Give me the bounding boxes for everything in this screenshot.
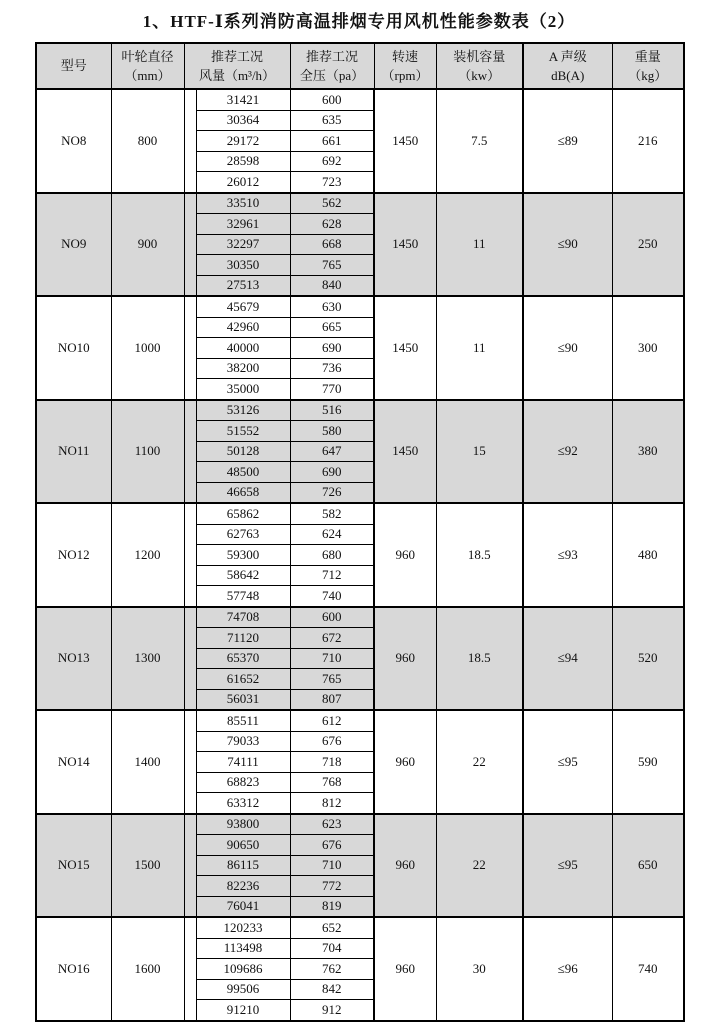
col-header-model [36, 43, 111, 89]
header-unit: 全压（pa） [299, 68, 365, 83]
page-title: 1、HTF-Ⅰ系列消防高温排烟专用风机性能参数表（2） [142, 12, 576, 31]
noise-cell: ≤90 [523, 193, 612, 297]
power-cell: 22 [436, 814, 523, 918]
pressure-cell: 912 [290, 1000, 374, 1021]
rpm-cell: 1450 [374, 296, 436, 400]
flow-cell: 30350 [196, 255, 290, 276]
rpm-cell: 1450 [374, 89, 436, 193]
col-header-diameter [111, 43, 184, 89]
table-row [36, 503, 684, 524]
flow-cell: 27513 [196, 275, 290, 296]
power-cell: 7.5 [436, 89, 523, 193]
pressure-cell: 765 [290, 669, 374, 690]
pressure-cell: 665 [290, 317, 374, 338]
flow-cell: 58642 [196, 565, 290, 586]
flow-cell: 74708 [196, 607, 290, 628]
pressure-cell: 635 [290, 110, 374, 131]
diameter-cell: 1200 [111, 503, 184, 607]
table-row [36, 814, 684, 835]
flow-cell: 68823 [196, 772, 290, 793]
pressure-cell: 812 [290, 793, 374, 814]
flow-cell: 30364 [196, 110, 290, 131]
flow-cell: 65862 [196, 503, 290, 524]
noise-cell: ≤95 [523, 814, 612, 918]
pressure-cell: 516 [290, 400, 374, 421]
weight-cell: 380 [612, 400, 684, 504]
pressure-cell: 690 [290, 338, 374, 359]
pressure-cell: 630 [290, 296, 374, 317]
pressure-cell: 710 [290, 855, 374, 876]
pressure-cell: 668 [290, 234, 374, 255]
col-header-rpm [374, 43, 436, 89]
noise-cell: ≤96 [523, 917, 612, 1021]
rpm-cell: 960 [374, 503, 436, 607]
flow-inset-spacer [184, 193, 196, 297]
rpm-cell: 960 [374, 710, 436, 814]
col-header-weight [612, 43, 684, 89]
header-unit: （rpm） [381, 68, 429, 83]
header-unit: （kw） [458, 68, 501, 83]
diameter-cell: 1400 [111, 710, 184, 814]
header-label: 推荐工况 [210, 48, 263, 64]
flow-cell: 51552 [196, 421, 290, 442]
table-row [36, 296, 684, 317]
header-row [36, 43, 684, 89]
flow-inset-spacer [184, 710, 196, 814]
col-header-flow [184, 43, 290, 89]
model-cell: NO8 [36, 89, 111, 193]
weight-cell: 650 [612, 814, 684, 918]
pressure-cell: 600 [290, 607, 374, 628]
weight-cell: 740 [612, 917, 684, 1021]
pressure-cell: 661 [290, 131, 374, 152]
flow-cell: 48500 [196, 462, 290, 483]
flow-cell: 79033 [196, 731, 290, 752]
flow-cell: 82236 [196, 876, 290, 897]
noise-cell: ≤93 [523, 503, 612, 607]
header-label: A 声级 [548, 48, 587, 64]
flow-cell: 91210 [196, 1000, 290, 1021]
flow-cell: 76041 [196, 896, 290, 917]
weight-cell: 480 [612, 503, 684, 607]
header-label: 推荐工况 [305, 48, 358, 64]
header-unit: （kg） [628, 68, 668, 83]
rpm-cell: 1450 [374, 400, 436, 504]
pressure-cell: 562 [290, 193, 374, 214]
flow-cell: 53126 [196, 400, 290, 421]
flow-cell: 113498 [196, 938, 290, 959]
power-cell: 15 [436, 400, 523, 504]
flow-cell: 45679 [196, 296, 290, 317]
fan-performance-table [35, 42, 685, 1022]
model-cell: NO15 [36, 814, 111, 918]
rpm-cell: 960 [374, 607, 436, 711]
pressure-cell: 736 [290, 358, 374, 379]
col-header-pressure [290, 43, 374, 89]
flow-cell: 40000 [196, 338, 290, 359]
pressure-cell: 628 [290, 214, 374, 235]
pressure-cell: 692 [290, 151, 374, 172]
pressure-cell: 840 [290, 275, 374, 296]
model-cell: NO11 [36, 400, 111, 504]
flow-cell: 86115 [196, 855, 290, 876]
header-label: 重量 [634, 48, 661, 64]
flow-cell: 32297 [196, 234, 290, 255]
flow-cell: 71120 [196, 628, 290, 649]
model-cell: NO10 [36, 296, 111, 400]
header-unit: 风量（m³/h） [198, 68, 276, 83]
header-unit: dB(A) [551, 68, 585, 83]
pressure-cell: 680 [290, 545, 374, 566]
pressure-cell: 723 [290, 172, 374, 193]
flow-cell: 62763 [196, 524, 290, 545]
model-cell: NO9 [36, 193, 111, 297]
pressure-cell: 772 [290, 876, 374, 897]
weight-cell: 216 [612, 89, 684, 193]
table-row [36, 89, 684, 110]
pressure-cell: 718 [290, 752, 374, 773]
model-cell: NO13 [36, 607, 111, 711]
flow-cell: 32961 [196, 214, 290, 235]
noise-cell: ≤95 [523, 710, 612, 814]
weight-cell: 590 [612, 710, 684, 814]
flow-inset-spacer [184, 814, 196, 918]
col-header-noise [523, 43, 612, 89]
power-cell: 11 [436, 193, 523, 297]
pressure-cell: 726 [290, 482, 374, 503]
flow-cell: 90650 [196, 835, 290, 856]
diameter-cell: 1300 [111, 607, 184, 711]
noise-cell: ≤94 [523, 607, 612, 711]
pressure-cell: 710 [290, 648, 374, 669]
weight-cell: 520 [612, 607, 684, 711]
flow-cell: 29172 [196, 131, 290, 152]
diameter-cell: 1600 [111, 917, 184, 1021]
pressure-cell: 740 [290, 586, 374, 607]
noise-cell: ≤89 [523, 89, 612, 193]
table-row [36, 400, 684, 421]
flow-cell: 61652 [196, 669, 290, 690]
model-cell: NO14 [36, 710, 111, 814]
flow-cell: 59300 [196, 545, 290, 566]
flow-inset-spacer [184, 89, 196, 193]
flow-cell: 120233 [196, 917, 290, 938]
flow-cell: 99506 [196, 979, 290, 1000]
model-cell: NO12 [36, 503, 111, 607]
flow-cell: 56031 [196, 689, 290, 710]
pressure-cell: 819 [290, 896, 374, 917]
flow-cell: 63312 [196, 793, 290, 814]
model-cell: NO16 [36, 917, 111, 1021]
diameter-cell: 1500 [111, 814, 184, 918]
pressure-cell: 690 [290, 462, 374, 483]
weight-cell: 250 [612, 193, 684, 297]
pressure-cell: 762 [290, 959, 374, 980]
flow-inset-spacer [184, 503, 196, 607]
pressure-cell: 842 [290, 979, 374, 1000]
pressure-cell: 676 [290, 835, 374, 856]
weight-cell: 300 [612, 296, 684, 400]
power-cell: 11 [436, 296, 523, 400]
table-row [36, 607, 684, 628]
table-row [36, 710, 684, 731]
flow-inset-spacer [184, 917, 196, 1021]
flow-cell: 109686 [196, 959, 290, 980]
diameter-cell: 1100 [111, 400, 184, 504]
pressure-cell: 652 [290, 917, 374, 938]
flow-cell: 31421 [196, 89, 290, 110]
pressure-cell: 624 [290, 524, 374, 545]
noise-cell: ≤92 [523, 400, 612, 504]
flow-cell: 50128 [196, 441, 290, 462]
pressure-cell: 676 [290, 731, 374, 752]
flow-cell: 46658 [196, 482, 290, 503]
pressure-cell: 612 [290, 710, 374, 731]
pressure-cell: 600 [290, 89, 374, 110]
flow-cell: 28598 [196, 151, 290, 172]
pressure-cell: 580 [290, 421, 374, 442]
pressure-cell: 647 [290, 441, 374, 462]
rpm-cell: 960 [374, 917, 436, 1021]
table-row [36, 193, 684, 214]
power-cell: 18.5 [436, 607, 523, 711]
flow-cell: 57748 [196, 586, 290, 607]
flow-cell: 74111 [196, 752, 290, 773]
header-label: 装机容量 [453, 48, 506, 64]
power-cell: 22 [436, 710, 523, 814]
rpm-cell: 960 [374, 814, 436, 918]
flow-cell: 65370 [196, 648, 290, 669]
header-label: 转速 [391, 48, 418, 64]
pressure-cell: 582 [290, 503, 374, 524]
pressure-cell: 765 [290, 255, 374, 276]
pressure-cell: 704 [290, 938, 374, 959]
flow-cell: 26012 [196, 172, 290, 193]
table-row [36, 917, 684, 938]
flow-cell: 35000 [196, 379, 290, 400]
header-label: 叶轮直径 [121, 48, 174, 64]
power-cell: 18.5 [436, 503, 523, 607]
pressure-cell: 623 [290, 814, 374, 835]
flow-cell: 93800 [196, 814, 290, 835]
pressure-cell: 768 [290, 772, 374, 793]
col-header-power [436, 43, 523, 89]
flow-cell: 33510 [196, 193, 290, 214]
diameter-cell: 900 [111, 193, 184, 297]
power-cell: 30 [436, 917, 523, 1021]
header-unit: （mm） [124, 68, 171, 83]
pressure-cell: 770 [290, 379, 374, 400]
pressure-cell: 712 [290, 565, 374, 586]
noise-cell: ≤90 [523, 296, 612, 400]
rpm-cell: 1450 [374, 193, 436, 297]
flow-cell: 85511 [196, 710, 290, 731]
pressure-cell: 807 [290, 689, 374, 710]
pressure-cell: 672 [290, 628, 374, 649]
flow-inset-spacer [184, 296, 196, 400]
diameter-cell: 1000 [111, 296, 184, 400]
flow-cell: 42960 [196, 317, 290, 338]
flow-inset-spacer [184, 607, 196, 711]
flow-inset-spacer [184, 400, 196, 504]
diameter-cell: 800 [111, 89, 184, 193]
flow-cell: 38200 [196, 358, 290, 379]
header-label: 型号 [60, 58, 87, 74]
